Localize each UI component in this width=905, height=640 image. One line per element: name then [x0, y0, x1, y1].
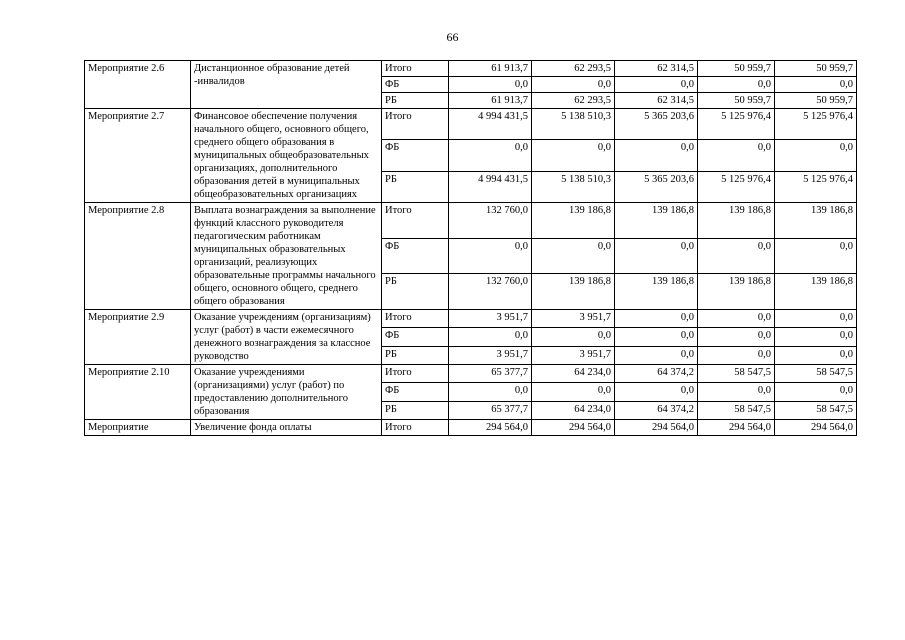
budget-table: [84, 60, 857, 436]
table-row: [85, 310, 857, 328]
amount-cell: 0,0: [775, 328, 857, 346]
amount-cell: 50 959,7: [775, 93, 857, 109]
funding-source-cell: ФБ: [382, 140, 449, 171]
amount-cell: 139 186,8: [615, 203, 698, 239]
amount-cell: 65 377,7: [449, 401, 532, 419]
amount-cell: 0,0: [532, 238, 615, 274]
table-row: [85, 203, 857, 239]
amount-cell: 0,0: [449, 238, 532, 274]
amount-cell: 0,0: [532, 77, 615, 93]
amount-cell: 0,0: [775, 140, 857, 171]
amount-cell: 139 186,8: [615, 274, 698, 310]
funding-source-cell: РБ: [382, 401, 449, 419]
amount-cell: 5 125 976,4: [698, 171, 775, 202]
amount-cell: 0,0: [698, 77, 775, 93]
amount-cell: 0,0: [615, 238, 698, 274]
amount-cell: 0,0: [775, 383, 857, 401]
funding-source-cell: ФБ: [382, 383, 449, 401]
amount-cell: 58 547,5: [698, 365, 775, 383]
amount-cell: 5 365 203,6: [615, 109, 698, 140]
page-number: 66: [446, 30, 459, 44]
amount-cell: 4 994 431,5: [449, 109, 532, 140]
amount-cell: 294 564,0: [615, 420, 698, 436]
amount-cell: 139 186,8: [698, 203, 775, 239]
amount-cell: 0,0: [698, 310, 775, 328]
amount-cell: 139 186,8: [532, 203, 615, 239]
amount-cell: 0,0: [615, 140, 698, 171]
amount-cell: 0,0: [449, 140, 532, 171]
amount-cell: 0,0: [698, 140, 775, 171]
table-row: [85, 420, 857, 436]
amount-cell: 0,0: [698, 238, 775, 274]
amount-cell: 61 913,7: [449, 93, 532, 109]
amount-cell: 58 547,5: [775, 365, 857, 383]
measure-name-cell: Мероприятие 2.8: [85, 203, 191, 310]
measure-description-cell: Увеличение фонда оплаты: [191, 420, 382, 436]
amount-cell: 61 913,7: [449, 61, 532, 77]
amount-cell: 5 138 510,3: [532, 109, 615, 140]
amount-cell: 0,0: [532, 383, 615, 401]
amount-cell: 0,0: [775, 310, 857, 328]
budget-table-body: [85, 61, 857, 436]
amount-cell: 0,0: [532, 328, 615, 346]
amount-cell: 0,0: [775, 77, 857, 93]
amount-cell: 3 951,7: [449, 346, 532, 364]
amount-cell: 294 564,0: [449, 420, 532, 436]
measure-description-cell: Оказание учреждениями (организациями) услуг (работ) по предоставлению дополнительного образования: [191, 365, 382, 420]
table-row: [85, 109, 857, 140]
amount-cell: 50 959,7: [698, 61, 775, 77]
measure-description-cell: Оказание учреждениям (организациям) услуг (работ) в части ежемесячного денежного вознаграждения за классное руководство: [191, 310, 382, 365]
funding-source-cell: РБ: [382, 346, 449, 364]
funding-source-cell: РБ: [382, 274, 449, 310]
amount-cell: 3 951,7: [449, 310, 532, 328]
amount-cell: 0,0: [698, 328, 775, 346]
amount-cell: 58 547,5: [775, 401, 857, 419]
amount-cell: 50 959,7: [698, 93, 775, 109]
amount-cell: 294 564,0: [698, 420, 775, 436]
amount-cell: 62 293,5: [532, 93, 615, 109]
amount-cell: 0,0: [698, 383, 775, 401]
funding-source-cell: ФБ: [382, 238, 449, 274]
measure-description-cell: Финансовое обеспечение получения начального общего, основного общего, среднего общего образования в муниципальных общеобразовательных организациях, дополнительного образования детей в муниципальных общеобразовательных организациях: [191, 109, 382, 203]
funding-source-cell: ФБ: [382, 77, 449, 93]
funding-source-cell: Итого: [382, 420, 449, 436]
amount-cell: 139 186,8: [532, 274, 615, 310]
amount-cell: 0,0: [615, 346, 698, 364]
amount-cell: 0,0: [449, 328, 532, 346]
funding-source-cell: ФБ: [382, 328, 449, 346]
amount-cell: 0,0: [615, 310, 698, 328]
amount-cell: 132 760,0: [449, 203, 532, 239]
measure-name-cell: Мероприятие: [85, 420, 191, 436]
amount-cell: 0,0: [615, 383, 698, 401]
amount-cell: 0,0: [615, 77, 698, 93]
amount-cell: 5 125 976,4: [698, 109, 775, 140]
amount-cell: 3 951,7: [532, 310, 615, 328]
amount-cell: 5 125 976,4: [775, 171, 857, 202]
amount-cell: 0,0: [775, 346, 857, 364]
amount-cell: 62 314,5: [615, 93, 698, 109]
amount-cell: 0,0: [449, 383, 532, 401]
amount-cell: 4 994 431,5: [449, 171, 532, 202]
amount-cell: 0,0: [449, 77, 532, 93]
amount-cell: 3 951,7: [532, 346, 615, 364]
table-row: [85, 61, 857, 77]
amount-cell: 5 138 510,3: [532, 171, 615, 202]
amount-cell: 50 959,7: [775, 61, 857, 77]
amount-cell: 62 314,5: [615, 61, 698, 77]
amount-cell: 294 564,0: [775, 420, 857, 436]
measure-name-cell: Мероприятие 2.10: [85, 365, 191, 420]
table-row: [85, 365, 857, 383]
measure-name-cell: Мероприятие 2.9: [85, 310, 191, 365]
amount-cell: 132 760,0: [449, 274, 532, 310]
measure-name-cell: Мероприятие 2.6: [85, 61, 191, 109]
measure-description-cell: Выплата вознаграждения за выполнение функций классного руководителя педагогическим работникам муниципальных образовательных организаций, реализующих образовательные программы начального общего, основного общего, среднего общего образования: [191, 203, 382, 310]
amount-cell: 139 186,8: [775, 274, 857, 310]
amount-cell: 0,0: [615, 328, 698, 346]
amount-cell: 64 234,0: [532, 365, 615, 383]
amount-cell: 0,0: [698, 346, 775, 364]
amount-cell: 58 547,5: [698, 401, 775, 419]
funding-source-cell: РБ: [382, 171, 449, 202]
funding-source-cell: Итого: [382, 61, 449, 77]
measure-name-cell: Мероприятие 2.7: [85, 109, 191, 203]
amount-cell: 65 377,7: [449, 365, 532, 383]
amount-cell: 139 186,8: [775, 203, 857, 239]
funding-source-cell: Итого: [382, 365, 449, 383]
amount-cell: 0,0: [775, 238, 857, 274]
funding-source-cell: Итого: [382, 310, 449, 328]
funding-source-cell: РБ: [382, 93, 449, 109]
amount-cell: 64 234,0: [532, 401, 615, 419]
funding-source-cell: Итого: [382, 203, 449, 239]
amount-cell: 64 374,2: [615, 365, 698, 383]
amount-cell: 139 186,8: [698, 274, 775, 310]
amount-cell: 5 125 976,4: [775, 109, 857, 140]
funding-source-cell: Итого: [382, 109, 449, 140]
measure-description-cell: Дистанционное образование детей -инвалидов: [191, 61, 382, 109]
amount-cell: 64 374,2: [615, 401, 698, 419]
amount-cell: 62 293,5: [532, 61, 615, 77]
amount-cell: 5 365 203,6: [615, 171, 698, 202]
amount-cell: 294 564,0: [532, 420, 615, 436]
amount-cell: 0,0: [532, 140, 615, 171]
